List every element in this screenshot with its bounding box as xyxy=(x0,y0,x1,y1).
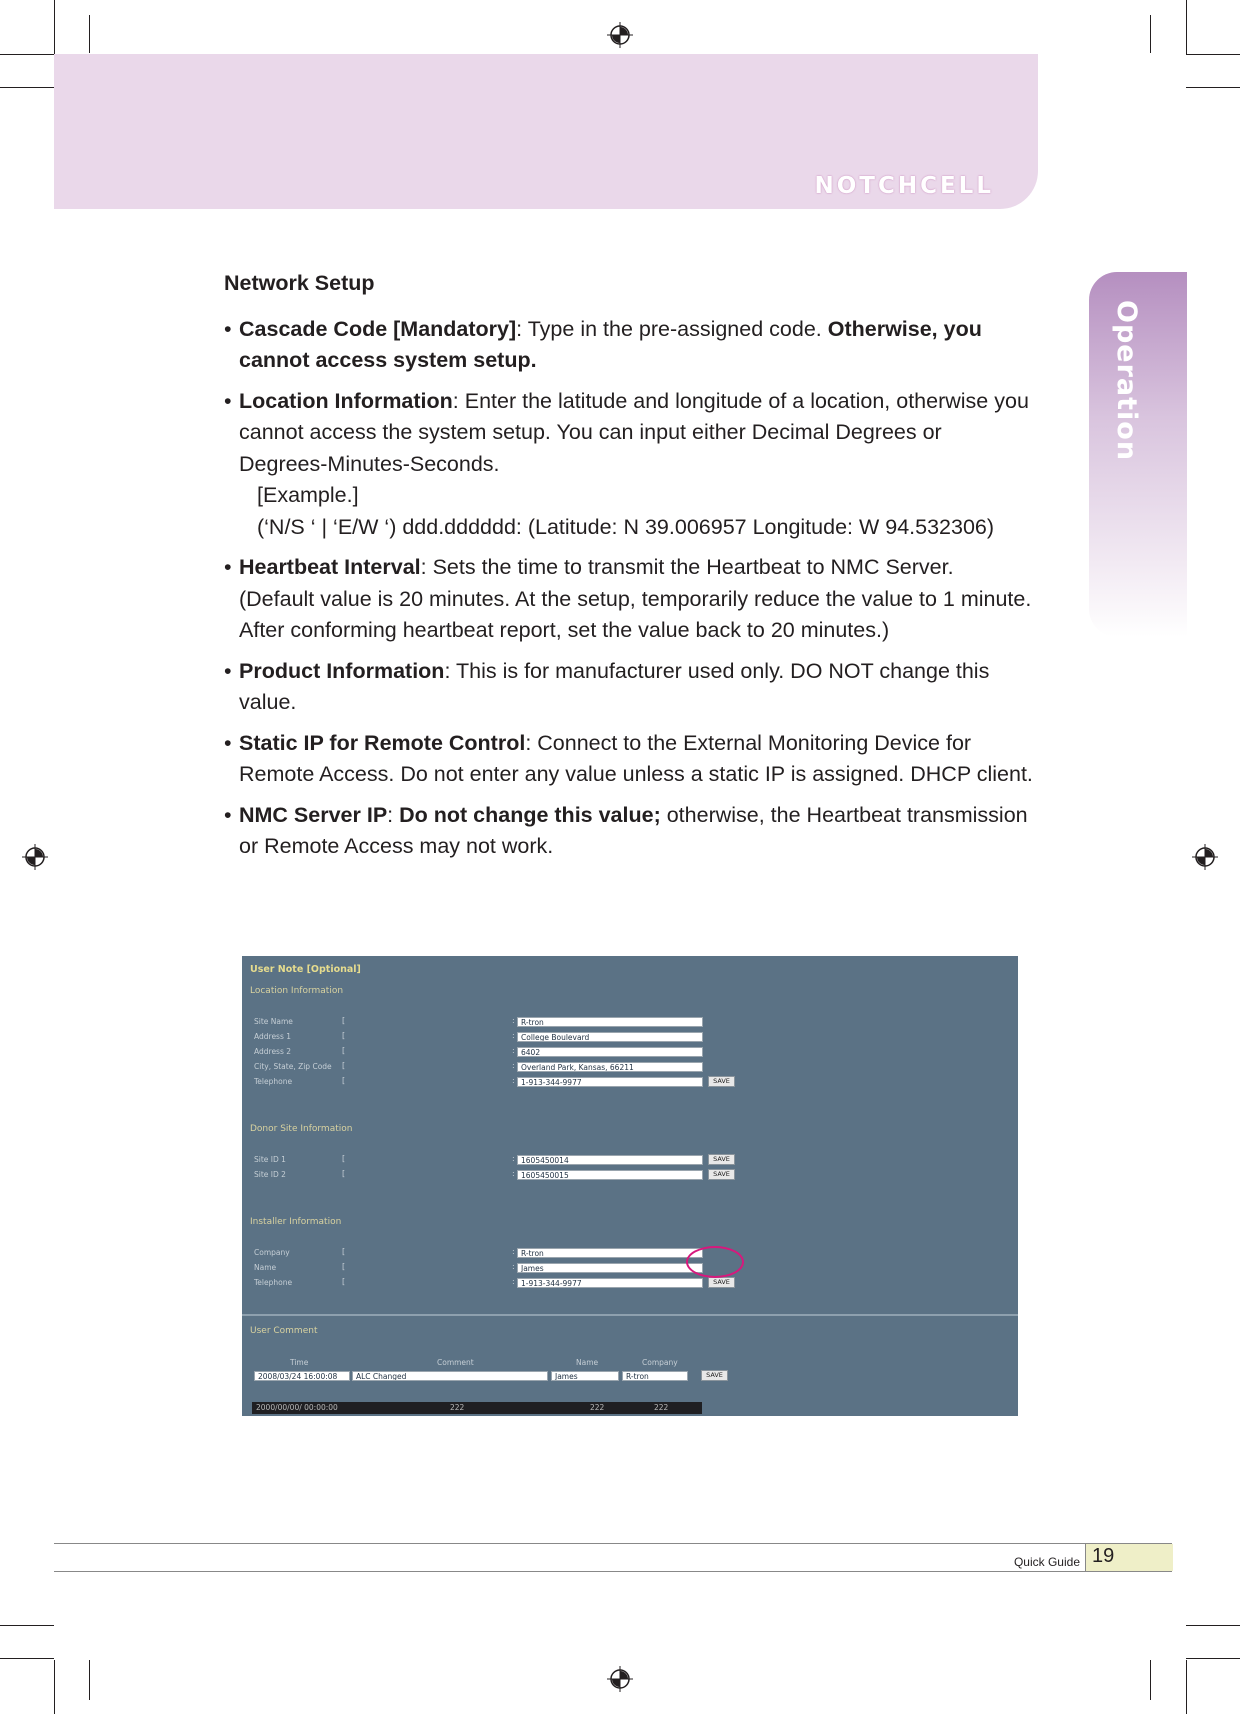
footer-rule xyxy=(54,1571,1172,1572)
crop-mark xyxy=(0,54,54,55)
field-label: City, State, Zip Code xyxy=(254,1062,332,1071)
item-term: NMC Server IP xyxy=(239,802,388,827)
column-header: Comment xyxy=(437,1358,474,1367)
crop-mark xyxy=(1186,54,1240,55)
field-colon: : xyxy=(512,1277,515,1286)
item-note: (Default value is 20 minutes. At the setup, temporarily reduce the value to 1 minute. After conforming heartbeat report, set the value back to 20 minutes.) xyxy=(239,586,1032,642)
save-button[interactable]: SAVE xyxy=(708,1277,735,1288)
field-bracket: [ xyxy=(342,1277,346,1286)
brand-logo: NOTCHCELL xyxy=(814,173,994,199)
history-company: 222 xyxy=(654,1403,669,1412)
item-term: Product Information xyxy=(239,658,445,683)
field-label: Site Name xyxy=(254,1017,293,1026)
field-label: Site ID 2 xyxy=(254,1170,286,1179)
name-input[interactable]: James xyxy=(517,1263,703,1273)
crop-mark xyxy=(1186,1660,1187,1714)
field-bracket: [ xyxy=(342,1031,346,1040)
item-term: Static IP for Remote Control xyxy=(239,730,526,755)
column-header: Name xyxy=(576,1358,599,1367)
item-text: : Enter the latitude and longitude of a location, otherwise you cannot access the system setup. You can input either Decimal Degrees or Degrees-Minutes-Seconds. xyxy=(239,388,1029,476)
history-comment: 222 xyxy=(450,1403,465,1412)
registration-mark-icon xyxy=(607,1666,633,1692)
comment-company-input[interactable]: R-tron xyxy=(622,1371,688,1381)
field-colon: : xyxy=(512,1262,515,1271)
item-term: Heartbeat Interval xyxy=(239,555,421,579)
item-separator: : xyxy=(387,802,400,827)
field-colon: : xyxy=(512,1016,515,1025)
item-text: : This is for manufacturer used only. DO NOT change this value. xyxy=(239,658,990,714)
item-term: Cascade Code [Mandatory] xyxy=(239,316,517,341)
field-colon: : xyxy=(512,1154,515,1163)
field-label: Telephone xyxy=(254,1077,293,1086)
field-bracket: [ xyxy=(342,1076,346,1085)
field-colon: : xyxy=(512,1076,515,1085)
field-bracket: [ xyxy=(342,1169,346,1178)
list-item xyxy=(224,728,1036,791)
comment-text-input[interactable]: ALC Changed xyxy=(352,1371,548,1381)
field-label: Address 1 xyxy=(254,1032,292,1041)
crop-mark xyxy=(54,0,55,54)
footer-label: Quick Guide xyxy=(1013,1555,1080,1569)
divider xyxy=(242,1314,1018,1316)
crop-mark xyxy=(89,1660,90,1700)
history-name: 222 xyxy=(590,1403,605,1412)
crop-mark xyxy=(1150,1660,1151,1700)
field-label: Telephone xyxy=(254,1278,293,1287)
city-state-zip-input[interactable]: Overland Park, Kansas, 66211 xyxy=(517,1062,703,1072)
crop-mark xyxy=(1186,1625,1240,1626)
field-colon: : xyxy=(512,1247,515,1256)
page-number-box xyxy=(1085,1544,1173,1571)
list-item xyxy=(224,386,1036,544)
crop-mark xyxy=(54,1660,55,1714)
field-bracket: [ xyxy=(342,1247,346,1256)
item-text: otherwise, the Heartbeat transmission or Remote Access may not work. xyxy=(239,802,1028,858)
list-item xyxy=(224,314,1036,377)
history-time: 2000/00/00/ 00:00:00 xyxy=(256,1403,338,1412)
user-note-screenshot xyxy=(242,956,1018,1416)
item-text: : Sets the time to transmit the Heartbeat to NMC Server. xyxy=(420,555,954,579)
item-term: Location Information xyxy=(239,388,453,413)
field-colon: : xyxy=(512,1061,515,1070)
comment-section-title: User Comment xyxy=(250,1326,318,1336)
header-band xyxy=(54,54,1038,209)
installer-section-title: Installer Information xyxy=(250,1217,342,1227)
section-title: Network Setup xyxy=(224,271,375,295)
registration-mark-icon xyxy=(607,22,633,48)
example-text: (‘N/S ‘ | ‘E/W ‘) ddd.dddddd: (Latitude: N 39.006957 Longitude: W 94.532306) xyxy=(257,514,995,539)
side-tab-label: Operation xyxy=(1111,300,1142,462)
field-colon: : xyxy=(512,1031,515,1040)
comment-name-input[interactable]: James xyxy=(551,1371,619,1381)
side-tab xyxy=(1089,272,1187,637)
crop-mark xyxy=(0,1658,54,1659)
registration-mark-icon xyxy=(22,844,48,870)
field-bracket: [ xyxy=(342,1016,346,1025)
crop-mark xyxy=(1186,87,1240,88)
save-button[interactable]: SAVE xyxy=(708,1076,735,1087)
address1-input[interactable]: College Boulevard xyxy=(517,1032,703,1042)
page-number: 19 xyxy=(1092,1545,1115,1567)
network-setup-section xyxy=(224,268,1036,872)
donor-section-title: Donor Site Information xyxy=(250,1124,353,1134)
comment-time-input[interactable]: 2008/03/24 16:00:08 xyxy=(254,1371,350,1381)
crop-mark xyxy=(0,1625,54,1626)
example-label: [Example.] xyxy=(257,483,359,507)
screenshot-title: User Note [Optional] xyxy=(250,964,361,975)
list-item xyxy=(224,656,1036,719)
item-emphasis: Otherwise, you cannot access system setup. xyxy=(239,316,982,372)
highlight-circle xyxy=(686,1246,744,1278)
column-header: Company xyxy=(642,1358,678,1367)
item-emphasis: Do not change this value; xyxy=(399,802,661,827)
field-label: Site ID 1 xyxy=(254,1155,286,1164)
telephone-input[interactable]: 1-913-344-9977 xyxy=(517,1077,703,1087)
site-id2-input[interactable]: 1605450015 xyxy=(517,1170,703,1180)
field-bracket: [ xyxy=(342,1262,346,1271)
save-button[interactable]: SAVE xyxy=(708,1169,735,1180)
field-label: Address 2 xyxy=(254,1047,292,1056)
site-name-input[interactable]: R-tron xyxy=(517,1017,703,1027)
crop-mark xyxy=(1186,1658,1240,1659)
field-colon: : xyxy=(512,1169,515,1178)
item-text: : Type in the pre-assigned code. xyxy=(516,316,828,341)
comment-history-row xyxy=(252,1402,702,1414)
list-item xyxy=(224,552,1036,647)
field-label: Name xyxy=(254,1263,277,1272)
installer-telephone-input[interactable]: 1-913-344-9977 xyxy=(517,1278,703,1288)
location-section-title: Location Information xyxy=(250,986,344,996)
company-input[interactable]: R-tron xyxy=(517,1248,703,1258)
registration-mark-icon xyxy=(1192,844,1218,870)
item-text: : Connect to the External Monitoring Device for Remote Access. Do not enter any value unless a static IP is assigned. DHCP client. xyxy=(239,730,1033,786)
save-button[interactable]: SAVE xyxy=(701,1370,728,1381)
crop-mark xyxy=(1150,15,1151,53)
field-bracket: [ xyxy=(342,1046,346,1055)
field-colon: : xyxy=(512,1046,515,1055)
save-button[interactable]: SAVE xyxy=(708,1154,735,1165)
field-bracket: [ xyxy=(342,1061,346,1070)
field-label: Company xyxy=(254,1248,290,1257)
address2-input[interactable]: 6402 xyxy=(517,1047,703,1057)
field-bracket: [ xyxy=(342,1154,346,1163)
site-id1-input[interactable]: 1605450014 xyxy=(517,1155,703,1165)
crop-mark xyxy=(0,87,54,88)
crop-mark xyxy=(89,15,90,53)
footer-rule xyxy=(54,1543,1172,1544)
list-item xyxy=(224,800,1036,863)
crop-mark xyxy=(1186,0,1187,54)
column-header: Time xyxy=(290,1358,309,1367)
